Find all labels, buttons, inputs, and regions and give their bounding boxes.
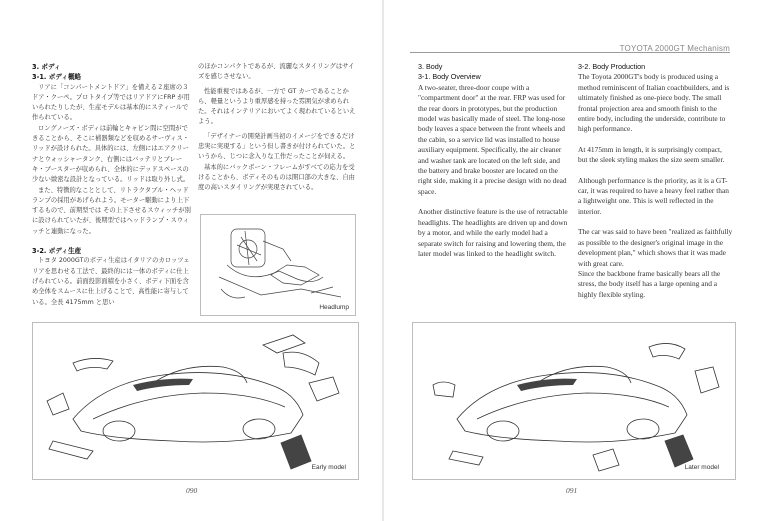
early-model-exploded-body-drawing	[33, 323, 358, 479]
section-heading: 3. Body	[418, 62, 443, 71]
paragraph: The Toyota 2000GT's body is produced using a method reminiscent of Italian coachbuilders, and is ultimately finished as one-piece body. The small frontal projection area and smooth finish to the entire body, including the underside, contribute to high performance.	[578, 72, 730, 134]
left-column-1	[32, 62, 192, 308]
subsection-heading: 3-2. ボディ生産	[32, 247, 82, 256]
figure-caption: Later model	[684, 464, 719, 471]
paragraph: ロングノーズ・ボディは前輪とキャビン間に空間ができることから、そこに補器類などを収めるサーヴィス・リッドが設けられた。具体的には、左側にはエアクリーナとウォッシャータンク、右側にはバッテリとブレーキ・ブースターが収められ、全体的にデッドスペースの少ない緻密な設計となっている。リッドは取り外し式。	[32, 124, 190, 184]
figure-caption: Early model	[311, 464, 346, 471]
early-model-figure	[32, 322, 359, 480]
paragraph: Since the backbone frame basically bears all the stress, the body itself has a large opening and a highly flexible styling.	[578, 268, 721, 299]
paragraph: のほかコンパクトであるが、流麗なスタイリングはサイズを感じさせない。	[198, 63, 355, 81]
paragraph: A two-seater, three-door coupe with a "compartment door" at the rear. FRP was used for the rear doors in prototypes, but the production model was basically made of steel. The long-nose body leaves a space between the front wheels and the cabin, so a service lid was installed to house auxiliary equipment. Specifically, the air cleaner and washer tank are located on the left side, and the battery and brake booster are located on the right side, making it a precise design with no dead space.	[418, 82, 567, 196]
paragraph: また、特徴的なこととして、リトラクタブル・ヘッドランプの採用があげられよう。モーター駆動により上下するもので、前期型では その上下させるスウィッチが別に設けられていたが、後期型ではヘッドランプ・スウィッチと連動になった。	[32, 186, 191, 235]
paragraph: 基本的にバックボーン・フレームがすべての応力を受けることから、ボディそのものは開口部の大きな、自由度の高いスタイリングが実現されている。	[198, 163, 355, 192]
headlamp-figure	[200, 214, 356, 316]
later-model-exploded-body-drawing	[413, 323, 735, 479]
running-header: TOYOTA 2000GT Mechanism	[619, 44, 730, 53]
subsection-heading: 3-1. ボディ概略	[32, 73, 82, 82]
right-column-1	[418, 62, 568, 269]
book-gutter	[382, 0, 384, 521]
page-number: 091	[566, 486, 578, 495]
paragraph: Another distinctive feature is the use of retractable headlights. The headlights are driven up and down by a motor, and while the early model had a separate switch for raising and lowering them, the later model was linked to the headlight switch.	[418, 207, 568, 258]
figure-caption: Headlump	[319, 304, 349, 311]
section-heading: 3. ボディ	[32, 63, 61, 71]
paragraph: トヨタ 2000GTのボディ生産はイタリアのカロッツェリアを思わせる工法で、最終的には一体のボディに仕上げられている。前面投影面積を小さく、ボディ下面を含め全体をスムースに仕上げることで、高性能に寄与している。全長 4175mm と思い	[32, 257, 190, 306]
subsection-heading: 3-1. Body Overview	[418, 72, 481, 82]
paragraph: The car was said to have been "realized as faithfully as possible to the designer's original image in the development plan," which shows that it was made with great care.	[578, 227, 733, 268]
paragraph: 性能重視ではあるが、一方で GT カーであることから、軽量というより重厚感を持った雰囲気が求められた。それはインテリアにおいてよく現われているといえよう。	[198, 87, 356, 126]
paragraph: リアに「コンパートメントドア」を備える２座席の３ドア・クーペ。プロトタイプ等ではリアドアにFRP が用いられたりしたが、生産モデルは基本的にスティールで作られている。	[32, 83, 190, 122]
right-column-2	[578, 62, 733, 310]
later-model-figure	[412, 322, 736, 480]
paragraph: At 4175mm in length, it is surprisingly compact, but the sleek styling makes the size seem smaller.	[578, 144, 725, 165]
subsection-heading: 3-2. Body Production	[578, 62, 646, 71]
paragraph: 「デザイナーの開発計画当初のイメージをできるだけ忠実に実現する」という但し書きが付けられていた。というから、じつに念入りな工作だったことが伺える。	[198, 132, 356, 161]
page-number: 090	[186, 486, 198, 495]
paragraph: Although performance is the priority, as it is a GT-car, it was required to have a heavy feel rather than a lightweight one. This is well reflected in the interior.	[578, 175, 729, 216]
left-column-2	[198, 62, 358, 194]
headlamp-drawing	[201, 215, 355, 315]
